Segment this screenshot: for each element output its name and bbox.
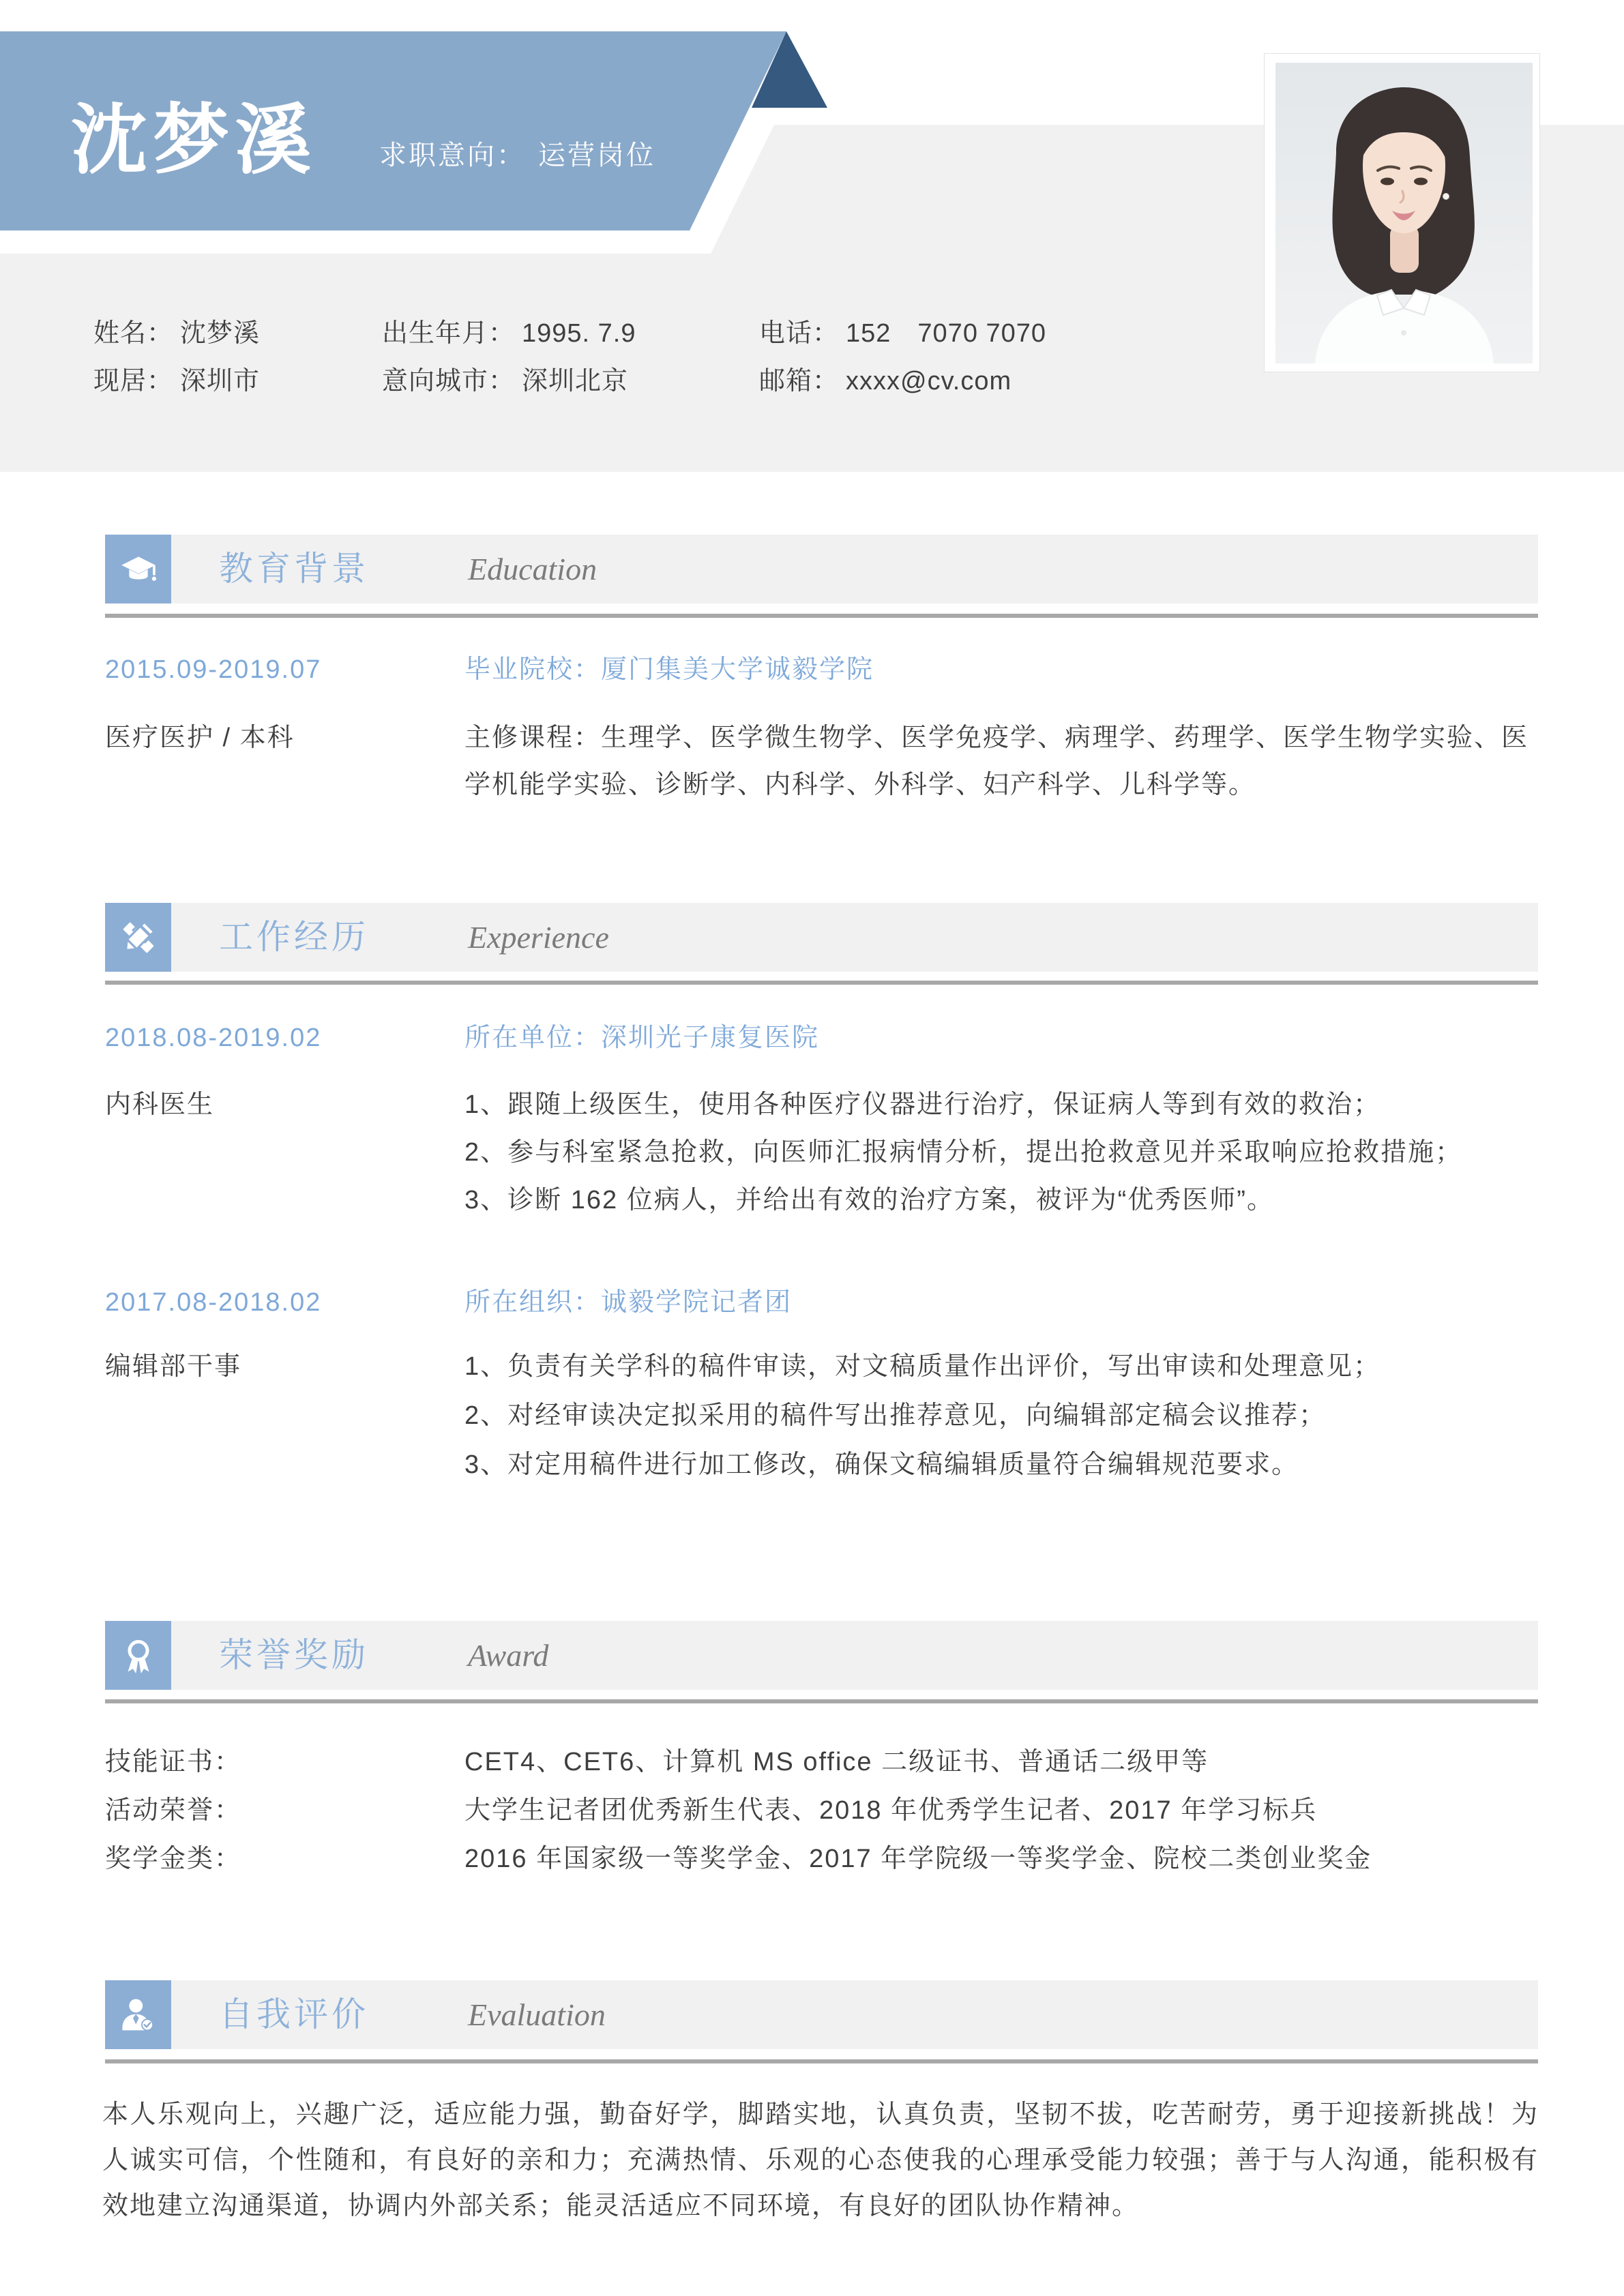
section-title-education-cn: 教育背景 (219, 550, 369, 588)
award-row-label: 技能证书： (105, 1748, 242, 1776)
award-medal-icon (105, 1621, 171, 1690)
section-title-experience-cn: 工作经历 (219, 918, 369, 956)
section-title-award-cn: 荣誉奖励 (219, 1636, 369, 1674)
candidate-name: 沈梦溪 (71, 99, 316, 183)
award-row-label: 活动荣誉： (105, 1796, 242, 1825)
experience2-org: 所在组织：诚毅学院记者团 (464, 1288, 793, 1317)
section-title-education-en: Education (468, 552, 597, 586)
field-email: 邮箱： xxxx@cv.com (759, 367, 1012, 396)
experience1-item: 2、参与科室紧急抢救，向医师汇报病情分析，提出抢救意见并采取响应抢救措施； (464, 1138, 1463, 1167)
section-header-evaluation (171, 1980, 1538, 2049)
experience1-role: 内科医生 (105, 1090, 215, 1119)
experience2-role: 编辑部干事 (105, 1352, 242, 1381)
experience2-item: 1、负责有关学科的稿件审读，对文稿质量作出评价，写出审读和处理意见； (464, 1352, 1381, 1381)
field-target-city: 意向城市： 深圳北京 (382, 367, 629, 396)
experience2-period: 2017.08-2018.02 (105, 1288, 322, 1317)
experience-icon (105, 903, 171, 972)
section-title-evaluation-en: Evaluation (468, 1997, 606, 2032)
field-name: 姓名： 沈梦溪 (93, 319, 261, 348)
award-row-label: 奖学金类： (105, 1845, 242, 1873)
field-birth: 出生年月： 1995. 7.9 (382, 319, 636, 348)
award-row-value: 2016 年国家级一等奖学金、2017 年学院级一等奖学金、院校二类创业奖金 (464, 1845, 1372, 1873)
education-icon (105, 535, 171, 603)
education-degree: 医疗医护 / 本科 (105, 724, 295, 752)
job-objective (379, 140, 655, 170)
education-period: 2015.09-2019.07 (105, 655, 322, 684)
education-courses: 主修课程：生理学、医学微生物学、医学免疫学、病理学、药理学、医学生物学实验、医学机能学实验、诊断学、内科学、外科学、妇产科学、儿科学等。 (464, 724, 1529, 799)
section-divider (105, 614, 1538, 618)
award-row-value: 大学生记者团优秀新生代表、2018 年优秀学生记者、2017 年学习标兵 (464, 1796, 1318, 1825)
section-header-award (171, 1621, 1538, 1690)
field-phone: 电话： 152 7070 7070 (759, 319, 1047, 348)
evaluation-person-icon (105, 1980, 171, 2049)
profile-photo (1275, 63, 1533, 363)
self-evaluation-text: 本人乐观向上，兴趣广泛，适应能力强，勤奋好学，脚踏实地，认真负责，坚韧不拔，吃苦耐劳，勇于迎接新挑战！为人诚实可信，个性随和，有良好的亲和力；充满热情、乐观的心态使我的心理承受能力较强；善于与人沟通，能积极有效地建立沟通渠道，协调内外部关系；能灵活适应不同环境，有良好的团队协作精神。 (102, 2100, 1539, 2220)
experience1-item: 3、诊断 162 位病人，并给出有效的治疗方案，被评为“优秀医师”。 (464, 1186, 1274, 1214)
job-objective-label: 求职意向： (379, 140, 526, 170)
field-residence: 现居： 深圳市 (93, 367, 261, 396)
section-divider (105, 981, 1538, 985)
experience2-item: 3、对定用稿件进行加工修改，确保文稿编辑质量符合编辑规范要求。 (464, 1450, 1299, 1479)
experience1-org: 所在单位：深圳光子康复医院 (464, 1024, 820, 1052)
section-title-experience-en: Experience (468, 920, 609, 955)
section-header-experience (171, 903, 1538, 972)
section-title-evaluation-cn: 自我评价 (219, 1995, 369, 2033)
section-divider (105, 2059, 1538, 2063)
section-header-education (171, 535, 1538, 603)
experience1-period: 2018.08-2019.02 (105, 1024, 322, 1052)
education-school: 毕业院校：厦门集美大学诚毅学院 (464, 655, 874, 684)
experience2-item: 2、对经审读决定拟采用的稿件写出推荐意见，向编辑部定稿会议推荐； (464, 1401, 1327, 1430)
award-row-value: CET4、CET6、计算机 MS office 二级证书、普通话二级甲等 (464, 1748, 1209, 1776)
section-title-award-en: Award (468, 1638, 549, 1673)
job-objective-value: 运营岗位 (538, 140, 655, 170)
experience1-item: 1、跟随上级医生，使用各种医疗仪器进行治疗，保证病人等到有效的救治； (464, 1090, 1381, 1119)
section-divider (105, 1699, 1538, 1703)
